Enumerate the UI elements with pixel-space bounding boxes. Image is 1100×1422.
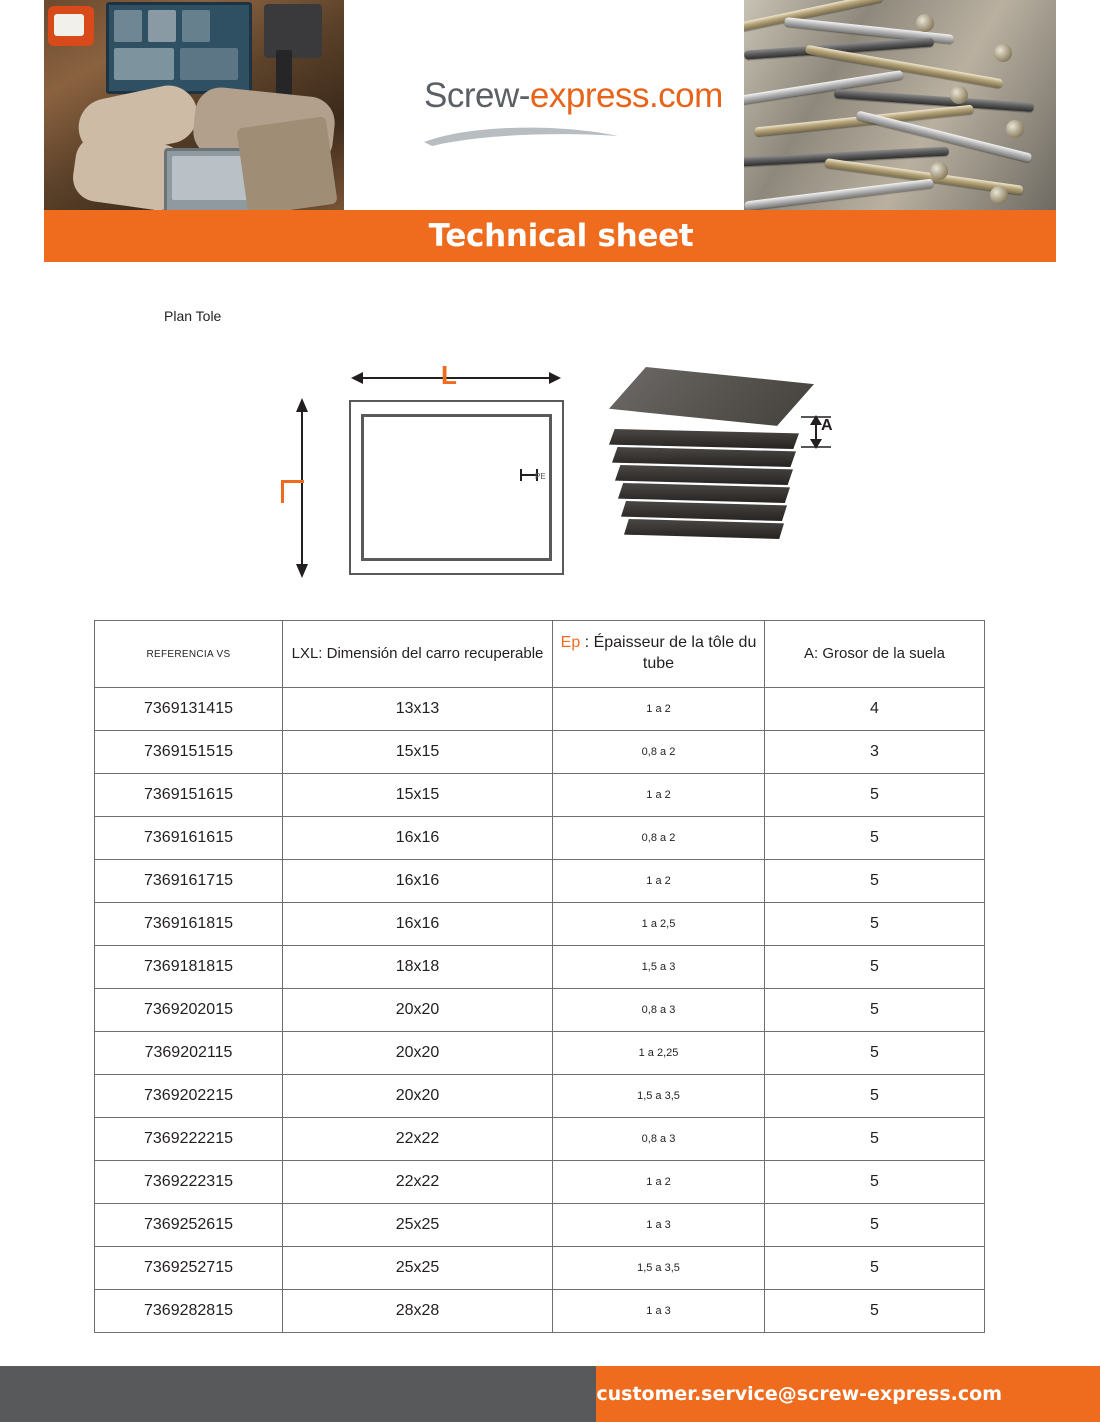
cell-ep: 1,5 a 3,5 <box>553 1247 765 1290</box>
cell-ep: 1 a 2,5 <box>553 903 765 946</box>
column-header-ep <box>553 621 765 688</box>
cell-ep: 1 a 3 <box>553 1204 765 1247</box>
table-row <box>95 860 985 903</box>
corner-marker-icon <box>281 480 304 503</box>
cell-lxl: 22x22 <box>283 1118 553 1161</box>
cell-lxl: 18x18 <box>283 946 553 989</box>
table-row <box>95 731 985 774</box>
plug-fin <box>618 483 790 503</box>
cell-a: 5 <box>765 1161 985 1204</box>
length-dimension <box>351 360 561 392</box>
cell-a: 5 <box>765 989 985 1032</box>
cell-ep: 1 a 2 <box>553 774 765 817</box>
plug-fin <box>621 501 787 521</box>
cell-ep: 0,8 a 2 <box>553 817 765 860</box>
plug-product-image <box>599 367 833 567</box>
cell-ep: 1 a 2 <box>553 688 765 731</box>
cell-a: 5 <box>765 774 985 817</box>
cell-ep: 1,5 a 3,5 <box>553 1075 765 1118</box>
cell-ep: 1 a 3 <box>553 1290 765 1333</box>
cell-a: 5 <box>765 1204 985 1247</box>
cell-reference: 7369202015 <box>95 989 283 1032</box>
cell-a: 5 <box>765 1118 985 1161</box>
table-header-row <box>95 621 985 688</box>
cell-reference: 7369161715 <box>95 860 283 903</box>
technical-drawing <box>239 362 569 582</box>
cell-reference: 7369202115 <box>95 1032 283 1075</box>
cell-a: 5 <box>765 817 985 860</box>
column-header-a: A: Grosor de la suela <box>765 621 985 688</box>
cell-ep: 1 a 2 <box>553 1161 765 1204</box>
plug-fin <box>612 447 796 467</box>
cell-lxl: 15x15 <box>283 774 553 817</box>
cell-lxl: 16x16 <box>283 817 553 860</box>
cell-a: 5 <box>765 1075 985 1118</box>
table-row <box>95 903 985 946</box>
table-row <box>95 1247 985 1290</box>
cell-reference: 7369252715 <box>95 1247 283 1290</box>
table-row <box>95 1161 985 1204</box>
cell-lxl: 20x20 <box>283 989 553 1032</box>
specification-table-wrapper <box>94 620 984 1333</box>
table-row <box>95 817 985 860</box>
cell-reference: 7369131415 <box>95 688 283 731</box>
column-header-reference: REFERENCIA VS <box>95 621 283 688</box>
cell-a: 5 <box>765 1247 985 1290</box>
cell-a: 3 <box>765 731 985 774</box>
cell-ep: 0,8 a 3 <box>553 989 765 1032</box>
footer-spacer <box>0 1342 1100 1366</box>
cell-reference: 7369161615 <box>95 817 283 860</box>
cell-lxl: 16x16 <box>283 860 553 903</box>
left-margin <box>0 0 44 1422</box>
table-row <box>95 1118 985 1161</box>
table-row <box>95 1290 985 1333</box>
cell-reference: 7369161815 <box>95 903 283 946</box>
footer-email: customer.service@screw-express.com <box>596 1383 1002 1405</box>
table-row <box>95 1032 985 1075</box>
plug-fin <box>609 429 799 449</box>
tube-inner-rect <box>361 414 552 561</box>
table-row <box>95 1204 985 1247</box>
cell-reference: 7369202215 <box>95 1075 283 1118</box>
brand-accent-text: express.com <box>529 76 723 115</box>
cell-lxl: 25x25 <box>283 1204 553 1247</box>
cell-reference: 7369151515 <box>95 731 283 774</box>
cell-lxl: 22x22 <box>283 1161 553 1204</box>
cell-lxl: 13x13 <box>283 688 553 731</box>
title-band <box>44 210 1056 262</box>
specification-table <box>94 620 985 1333</box>
table-row <box>95 1075 985 1118</box>
cell-ep: 0,8 a 3 <box>553 1118 765 1161</box>
brand-swoosh-icon <box>422 122 622 148</box>
dimension-l-label: L <box>441 360 457 390</box>
cell-ep: 1 a 2,25 <box>553 1032 765 1075</box>
table-row <box>95 688 985 731</box>
plug-fin <box>615 465 793 485</box>
cell-ep: 1 a 2 <box>553 860 765 903</box>
cell-ep: 0,8 a 2 <box>553 731 765 774</box>
dimension-ep-label: PE <box>535 472 546 481</box>
cell-ep: 1,5 a 3 <box>553 946 765 989</box>
cell-reference: 7369222215 <box>95 1118 283 1161</box>
screws-photo <box>744 0 1056 210</box>
cell-reference: 7369252615 <box>95 1204 283 1247</box>
cell-reference: 7369181815 <box>95 946 283 989</box>
table-body <box>95 688 985 1333</box>
cell-a: 5 <box>765 946 985 989</box>
cell-lxl: 20x20 <box>283 1075 553 1118</box>
page-header <box>44 0 1056 210</box>
cell-a: 5 <box>765 1032 985 1075</box>
brand-title <box>424 76 723 116</box>
plan-label: Plan Tole <box>164 308 222 324</box>
page-content <box>44 262 1056 1342</box>
column-header-lxl: LXL: Dimensión del carro recuperable <box>283 621 553 688</box>
table-row <box>95 989 985 1032</box>
cell-reference: 7369282815 <box>95 1290 283 1333</box>
brand-main-text: Screw- <box>424 76 530 115</box>
cell-a: 5 <box>765 860 985 903</box>
brand-block <box>344 0 744 210</box>
column-header-ep-rest: : Épaisseur de la tôle du tube <box>580 634 757 672</box>
page-title: Technical sheet <box>428 218 694 254</box>
cell-reference: 7369151615 <box>95 774 283 817</box>
cell-lxl: 28x28 <box>283 1290 553 1333</box>
cell-lxl: 20x20 <box>283 1032 553 1075</box>
cell-a: 4 <box>765 688 985 731</box>
cell-a: 5 <box>765 1290 985 1333</box>
table-row <box>95 774 985 817</box>
column-header-ep-key: Ep <box>560 634 581 652</box>
cell-reference: 7369222315 <box>95 1161 283 1204</box>
table-row <box>95 946 985 989</box>
workbench-photo <box>44 0 344 210</box>
cell-lxl: 25x25 <box>283 1247 553 1290</box>
cell-a: 5 <box>765 903 985 946</box>
dimension-a-label: A <box>821 417 833 434</box>
plug-fin <box>624 519 784 539</box>
cell-lxl: 15x15 <box>283 731 553 774</box>
cell-lxl: 16x16 <box>283 903 553 946</box>
